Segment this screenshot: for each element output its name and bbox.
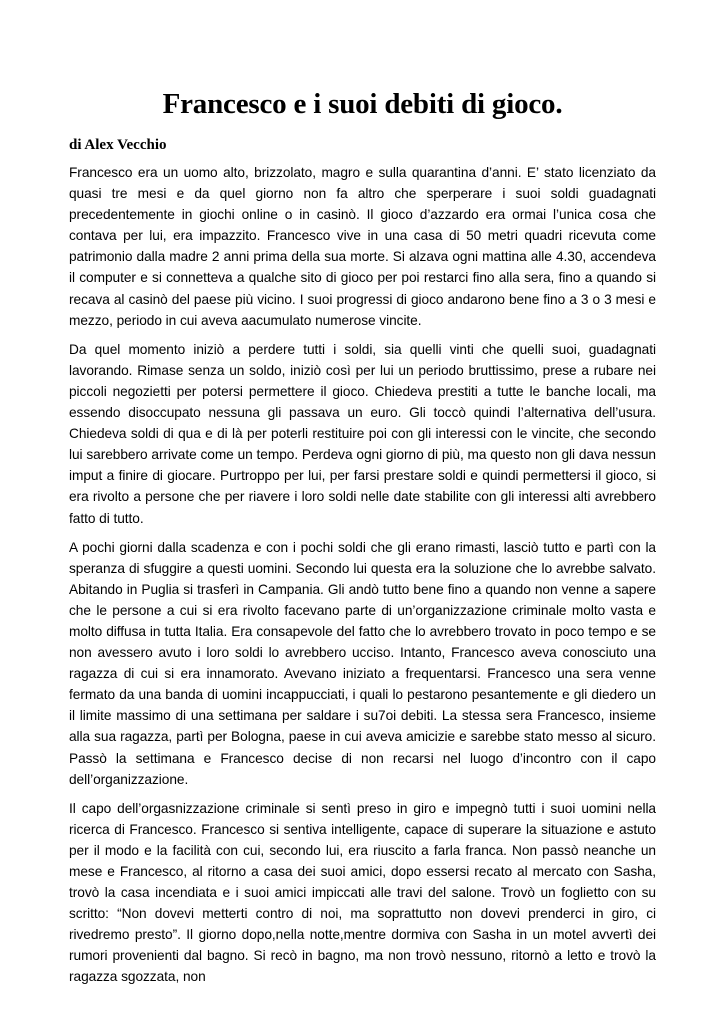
paragraph-3: A pochi giorni dalla scadenza e con i pochi soldi che gli erano rimasti, lasciò tutto e partì con la speranza di sfuggire a questi uomini. Secondo lui questa era la soluzione che lo avrebbe salvato. Abitando in Puglia si trasferì in Campania. Gli andò tutto bene fino a quando non venne a sapere che le persone a cui si era rivolto facevano parte di un’organizzazione criminale molto vasta e molto diffusa in tutta Italia. Era consapevole del fatto che lo avrebbero trovato in poco tempo e se non avessero avuto i loro soldi lo avrebbero ucciso. Intanto, Francesco aveva conosciuto una ragazza di cui si era innamorato. Avevano iniziato a frequentarsi. Francesco una sera venne fermato da una banda di uomini incappucciati, i quali lo pestarono pesantemente e gli diedero un il limite massimo di una settimana per saldare i su7oi debiti. La stessa sera Francesco, insieme alla sua ragazza, partì per Bologna, paese in cui aveva amicizie e sarebbe stato messo al sicuro. Passò la settimana e Francesco decise di non recarsi nel luogo d’incontro con il capo dell’organizzazione. (69, 539, 656, 787)
document-author: di Alex Vecchio (69, 137, 167, 153)
paragraph-1: Francesco era un uomo alto, brizzolato, magro e sulla quarantina d’anni. E’ stato licenziato da quasi tre mesi e da quel giorno non fa altro che sperperare i suoi soldi guadagnati precedentemente in giochi online o in casinò. Il gioco d’azzardo era ormai l’unica cosa che contava per lui, era impazzito. Francesco vive in una casa di 50 metri quadri ricevuta come patrimonio dalla madre 2 anni prima della sua morte. Si alzava ogni mattina alle 4.30, accendeva il computer e si connetteva a qualche sito di gioco per poi restarci fino alla sera, fino a quando si recava al casinò del paese più vicino. I suoi progressi di gioco andarono bene fino a 3 o 3 mesi e mezzo, periodo in cui aveva aacumulato numerose vincite. (69, 165, 656, 328)
paragraph-2: Da quel momento iniziò a perdere tutti i soldi, sia quelli vinti che quelli suoi, guadagnati lavorando. Rimase senza un soldo, iniziò così per lui un periodo bruttissimo, prese a rubare nei piccoli negozietti per potersi permettere il gioco. Chiedeva prestiti a tutte le banche locali, ma essendo disoccupato nessuna gli passava un euro. Gli toccò quindi l’alternativa dell’usura. Chiedeva soldi di qua e di là per poterli restituire poi con gli interessi con le vincite, che secondo lui sarebbero arrivate come un tempo. Perdeva ogni giorno di più, ma questo non gli dava nessun imput a finire di giocare. Purtroppo per lui, per farsi prestare soldi e quindi permettersi il gioco, si era rivolto a persone che per riavere i loro soldi nelle date stabilite con gli interessi alti avrebbero fatto di tutto. (69, 341, 656, 526)
paragraph-4: Il capo dell’orgasnizzazione criminale si sentì preso in giro e impegnò tutti i suoi uomini nella ricerca di Francesco. Francesco si sentiva intelligente, capace di superare la situazione e astuto per il modo e la facilità con cui, secondo lui, era riuscito a farla franca. Non passò neanche un mese e Francesco, al ritorno a casa dei suoi amici, dopo essersi recato al mercato con Sasha, trovò la casa incendiata e i suoi amici impiccati alle travi del salone. Trovò un foglietto con su scritto: “Non dovevi metterti contro di noi, ma soprattutto non dovevi prenderci in giro, ci rivedremo presto”. Il giorno dopo,nella notte,mentre dormiva con Sasha in un motel avvertì dei rumori provenienti dal bagno. Si recò in bagno, ma non trovò nessuno, ritornò a letto e trovò la ragazza sgozzata, non (69, 800, 656, 985)
document-title: Francesco e i suoi debiti di gioco. (162, 88, 563, 120)
document-body (69, 162, 656, 988)
